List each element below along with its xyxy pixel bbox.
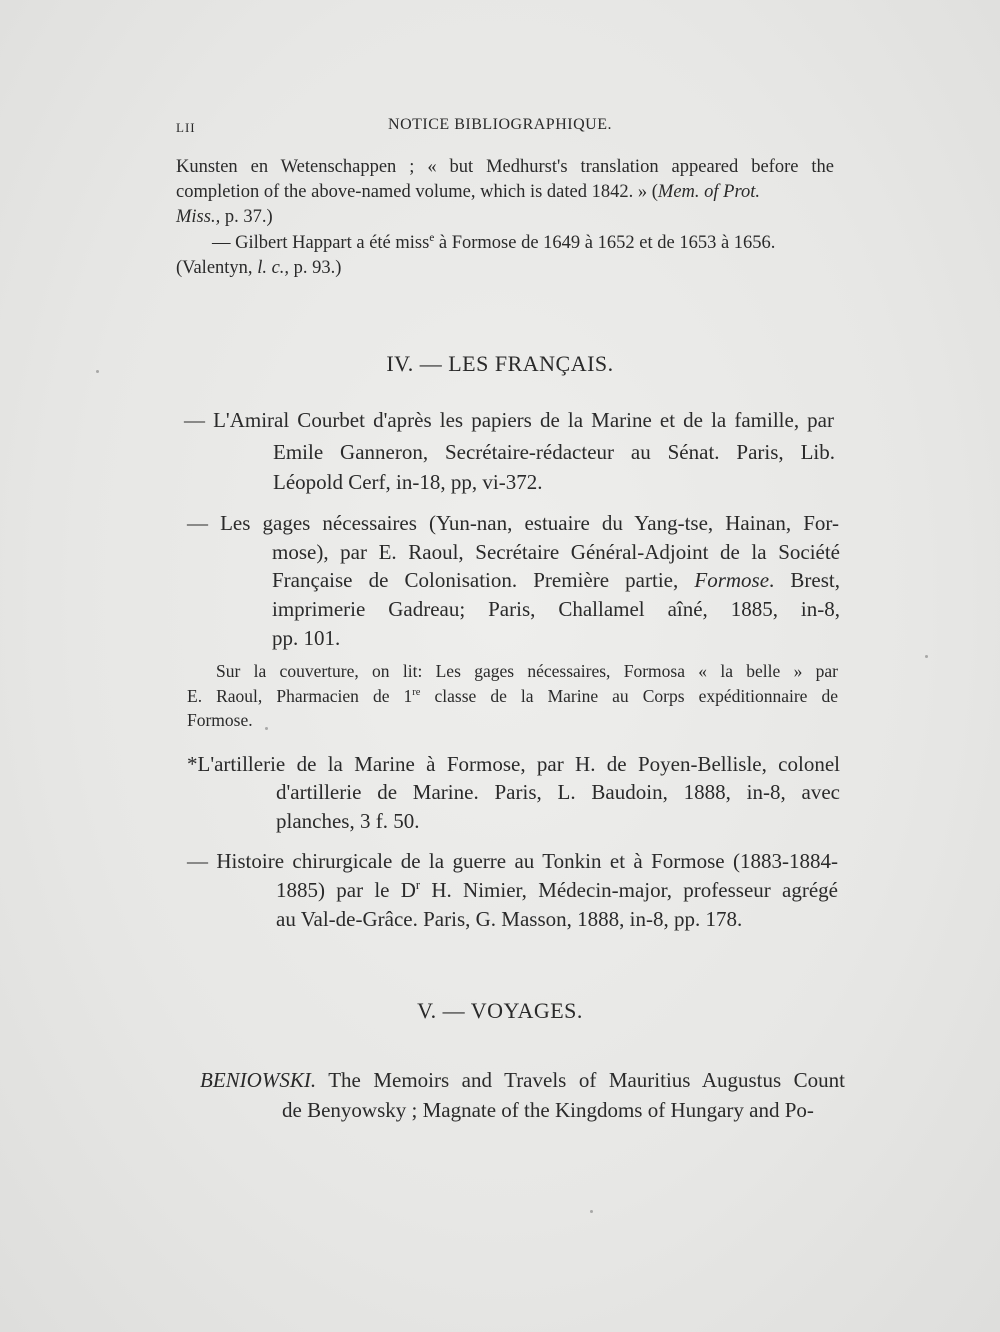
paper-speck (265, 727, 268, 730)
continuation-line: — Gilbert Happart a été miss$^e$ à Formose de 1649 à 1652 et de 1653 à 1656. (212, 231, 776, 253)
note-line: E. Raoul, Pharmacien de 1re classe de la Marine au Corps expéditionnaire de (187, 686, 838, 706)
entry-line: au Val-de-Grâce. Paris, G. Masson, 1888, in-8, pp. 178. (276, 907, 743, 931)
continuation-line: (Valentyn, l. c., p. 93.) (176, 258, 342, 278)
entry-line: planches, 3 f. 50. (276, 809, 420, 833)
entry-line: de Benyowsky ; Magnate of the Kingdoms of Hungary and Po- (282, 1098, 814, 1122)
entry-author: BENIOWSKI. (200, 1068, 317, 1092)
continuation-line: completion of the above-named volume, which is dated 1842. » (Mem. of Prot. (176, 182, 760, 202)
section-heading-iv: IV. — LES FRANÇAIS. (386, 351, 614, 376)
entry-line: pp. 101. (272, 626, 341, 650)
entry-line: mose), par E. Raoul, Secrétaire Général-Adjoint de la Société (272, 540, 840, 564)
entry-line: d'artillerie de Marine. Paris, L. Baudoin, 1888, in-8, avec (276, 780, 840, 804)
entry-line: — L'Amiral Courbet d'après les papiers de la Marine et de la famille, par (184, 408, 834, 432)
paper-speck (590, 1210, 593, 1213)
page-folio: LII (176, 120, 196, 135)
entry-line: Léopold Cerf, in-18, pp, vi-372. (273, 470, 543, 494)
note-line: Sur la couverture, on lit: Les gages nécessaires, Formosa « la belle » par (216, 661, 838, 681)
entry-line: imprimerie Gadreau; Paris, Challamel aîné, 1885, in-8, (272, 597, 840, 621)
note-line: Formose. (187, 710, 253, 730)
paper-speck (925, 655, 928, 658)
entry-line: BENIOWSKI. The Memoirs and Travels of Mauritius Augustus Count (200, 1068, 845, 1092)
continuation-line: Miss., p. 37.) (176, 207, 273, 227)
entry-line: Française de Colonisation. Première partie, Formose. Brest, (272, 568, 841, 592)
entry-line: — Histoire chirurgicale de la guerre au Tonkin et à Formose (1883-1884- (187, 849, 838, 873)
entry-line: 1885) par le $D^r$ H. Nimier, Médecin-major, professeur agrégé (276, 878, 838, 902)
running-title: NOTICE BIBLIOGRAPHIQUE. (388, 116, 612, 133)
paper-speck (96, 370, 99, 373)
entry-line: Emile Ganneron, Secrétaire-rédacteur au Sénat. Paris, Lib. (273, 440, 835, 464)
section-heading-v: V. — VOYAGES. (417, 998, 583, 1023)
entry-line: — Les gages nécessaires (Yun-nan, estuaire du Yang-tse, Hainan, For- (187, 511, 839, 535)
continuation-line: Kunsten en Wetenschappen ; « but Medhurst's translation appeared before the (176, 157, 834, 177)
entry-line: *L'artillerie de la Marine à Formose, par H. de Poyen-Bellisle, colonel (187, 752, 840, 776)
